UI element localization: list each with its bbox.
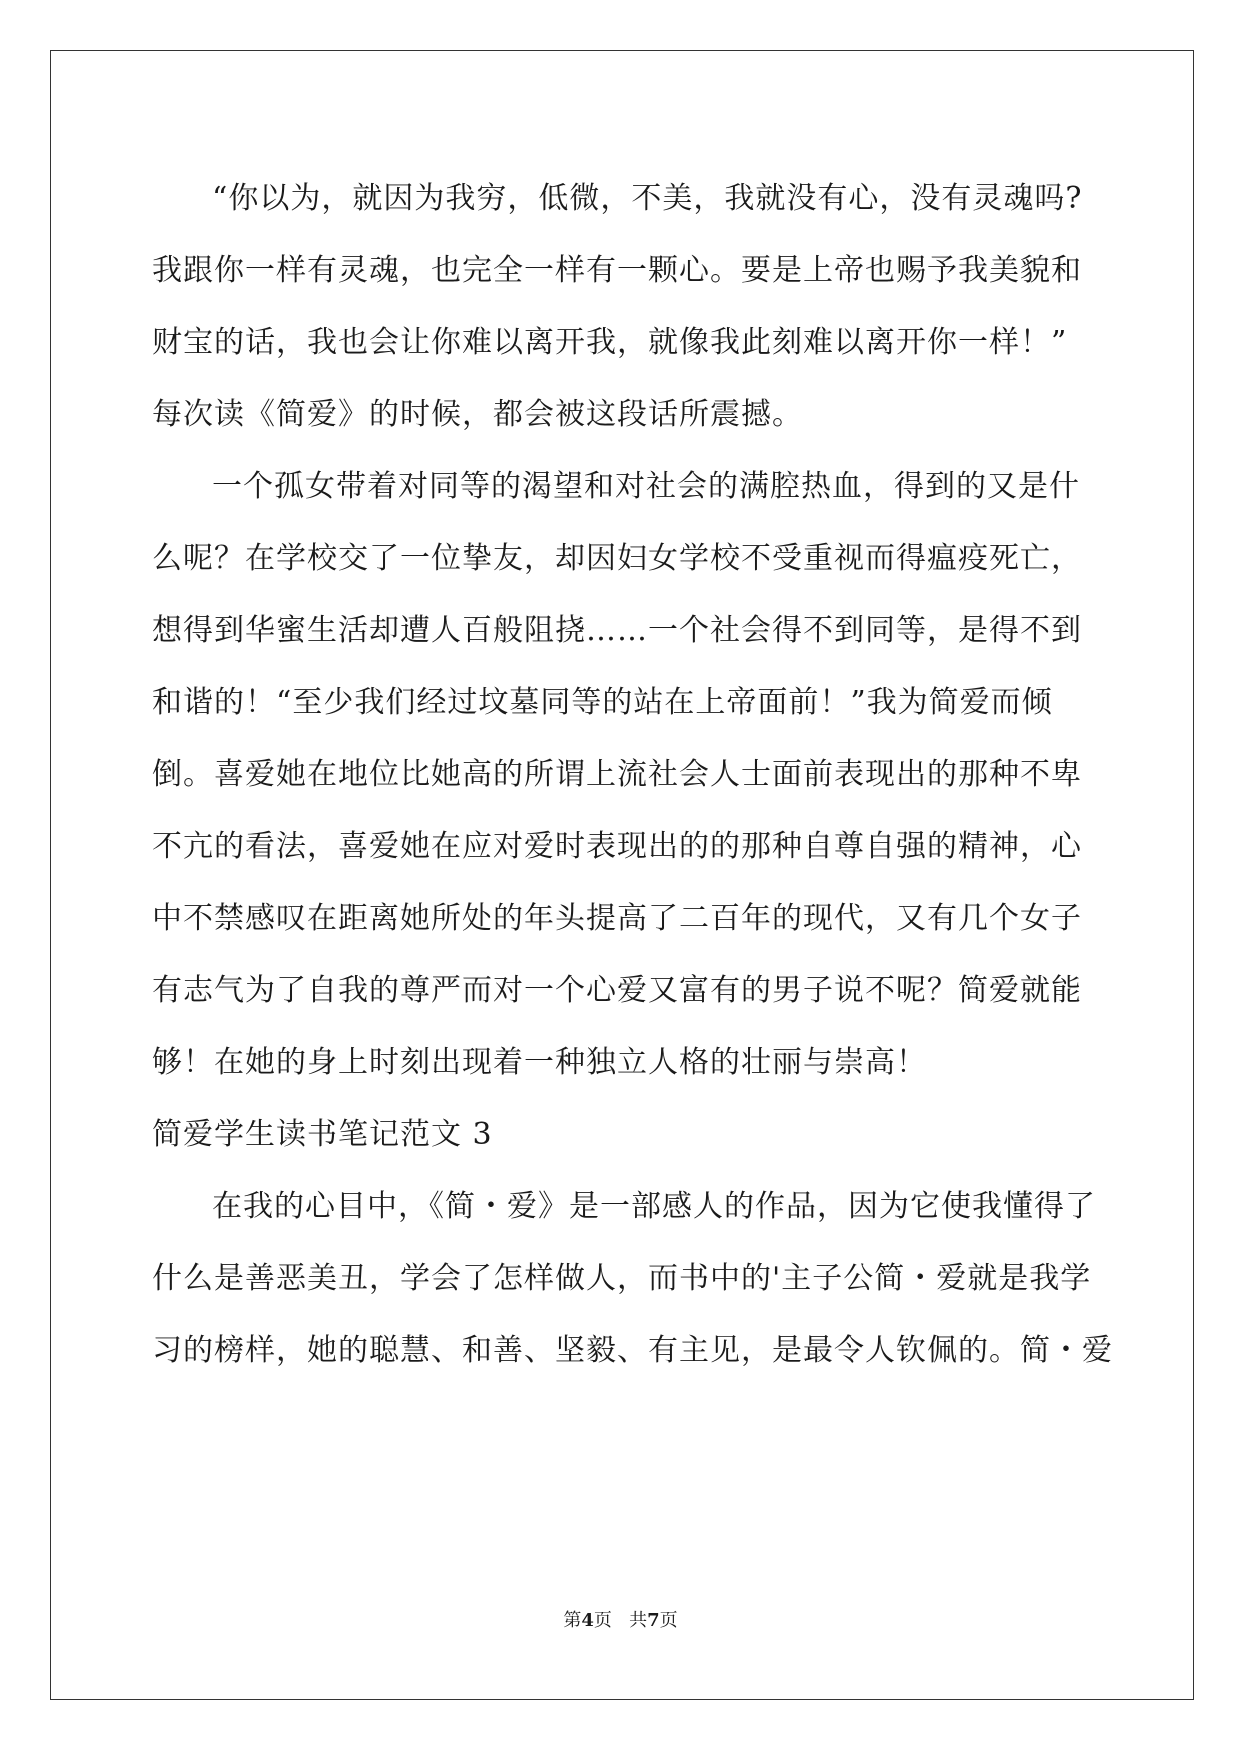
text-line: “你以为，就因为我穷，低微，不美，我就没有心，没有灵魂吗? [212,181,1083,216]
page-mid: 页 共 [593,1610,648,1631]
text-line: 一个孤女带着对同等的渴望和对社会的满腔热血，得到的又是什 [212,469,1080,504]
section-heading: 简爱学生读书笔记范文 3 [152,1117,493,1152]
document-body [152,163,1113,1387]
page-current: 4 [581,1610,594,1631]
text-line: 在我的心目中，《简・爱》是一部感人的作品，因为它使我懂得了 [212,1189,1096,1224]
text-line: 和谐的！“至少我们经过坟墓同等的站在上帝面前！”我为简爱而倾 [152,685,1053,720]
page-suffix: 页 [659,1610,678,1631]
text-line: 什么是善恶美丑，学会了怎样做人，而书中的'主子公简・爱就是我学 [152,1261,1092,1296]
page-total: 7 [647,1610,660,1631]
text-line: 想得到华蜜生活却遭人百般阻挠……一个社会得不到同等，是得不到 [152,613,1082,648]
text-line: 习的榜样，她的聪慧、和善、坚毅、有主见，是最令人钦佩的。简・爱 [152,1333,1113,1368]
page-footer [0,1606,1241,1632]
text-line: 我跟你一样有灵魂，也完全一样有一颗心。要是上帝也赐予我美貌和 [152,253,1082,288]
text-line: 么呢？在学校交了一位挚友，却因妇女学校不受重视而得瘟疫死亡， [152,541,1082,576]
text-line: 倒。喜爱她在地位比她高的所谓上流社会人士面前表现出的那种不卑 [152,757,1082,792]
text-line: 有志气为了自我的尊严而对一个心爱又富有的男子说不呢？简爱就能 [152,973,1082,1008]
text-line: 够！在她的身上时刻出现着一种独立人格的壮丽与崇高！ [152,1045,927,1080]
page-prefix: 第 [563,1610,582,1631]
text-line: 不亢的看法，喜爱她在应对爱时表现出的的那种自尊自强的精神，心 [152,829,1082,864]
text-line: 财宝的话，我也会让你难以离开我，就像我此刻难以离开你一样！” [152,325,1068,360]
text-line: 中不禁感叹在距离她所处的年头提高了二百年的现代，又有几个女子 [152,901,1082,936]
text-line: 每次读《简爱》的时候，都会被这段话所震撼。 [152,397,803,432]
